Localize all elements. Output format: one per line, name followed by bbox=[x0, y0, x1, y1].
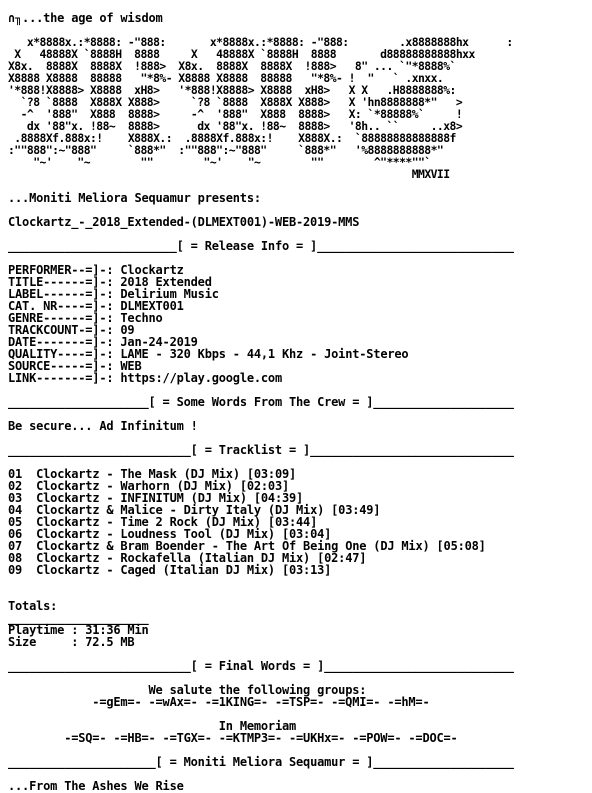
track-number: 08 bbox=[8, 551, 23, 565]
presents-line: ...Moniti Meliora Sequamur presents: bbox=[8, 191, 261, 205]
info-value: Clockartz bbox=[120, 263, 184, 277]
presents bbox=[8, 192, 514, 204]
info-value: 2018 Extended bbox=[120, 275, 212, 289]
footer-header: [ = Moniti Meliora Sequamur = ] bbox=[155, 755, 374, 769]
playtime-value: 31:36 Min bbox=[85, 623, 149, 637]
ascii-art-row: :""888":~"888" `888*" :""888":~"888" `888*" '%8888888888*" bbox=[8, 143, 444, 157]
release-info-header: [ = Release Info = ] bbox=[176, 239, 318, 253]
info-label: SOURCE-----=]-: bbox=[8, 359, 114, 373]
info-label: GENRE------=]-: bbox=[8, 311, 114, 325]
info-label: LABEL------=]-: bbox=[8, 287, 114, 301]
track-number: 07 bbox=[8, 539, 23, 553]
final-words-header: [ = Final Words = ] bbox=[190, 659, 325, 673]
info-value: DLMEXT001 bbox=[120, 299, 184, 313]
track-title: Clockartz & Bram Boender - The Art Of Being One (DJ Mix) [05:08] bbox=[36, 539, 486, 553]
art-date: MMXVII bbox=[411, 167, 450, 181]
track-title: Clockartz - Warhorn (DJ Mix) [02:03] bbox=[36, 479, 290, 493]
track-title: Clockartz - Caged (Italian DJ Mix) [03:13] bbox=[36, 563, 332, 577]
ascii-art-row: X 48888X `8888H 8888 X 48888X `8888H 8888 d88888888888hxx bbox=[8, 47, 475, 61]
crew-words-header: [ = Some Words From The Crew = ] bbox=[148, 395, 374, 409]
info-value: https://play.google.com bbox=[120, 371, 282, 385]
info-value: 09 bbox=[120, 323, 135, 337]
art-date-line bbox=[8, 168, 514, 180]
memoriam-groups: -=SQ=- -=HB=- -=TGX=- -=KTMP3=- -=UKHx=- -=POW=- -=DOC=- bbox=[64, 731, 458, 745]
ascii-art-row: -^ '888" X888 8888> -^ '888" X888 8888> X: `*88888%` ! bbox=[8, 107, 463, 121]
ascii-art-row: X8x. 8888X 8888X !888> X8x. 8888X 8888X !888> 8" ... `"*8888%` bbox=[8, 59, 456, 73]
blank-line bbox=[8, 588, 514, 600]
release-name: Clockartz_-_2018_Extended-(DLMEXT001)-WEB-2019-MMS bbox=[8, 215, 360, 229]
info-label: LINK-------=]-: bbox=[8, 371, 114, 385]
track-row bbox=[8, 564, 514, 576]
ascii-art-row: X8888 X8888 88888 "*8%- X8888 X8888 88888 "*8%- ! " ` .xnxx. bbox=[8, 71, 444, 85]
track-title: Clockartz - INFINITUM (DJ Mix) [04:39] bbox=[36, 491, 304, 505]
tracklist-header-line: __________________________[ = Tracklist = ]_____________________________ bbox=[8, 443, 514, 457]
playtime-label: Playtime : bbox=[8, 623, 79, 637]
info-value: LAME - 320 Kbps - 44,1 Khz - Joint-Stereo bbox=[120, 347, 409, 361]
release-name-line bbox=[8, 216, 514, 228]
salute-groups: -=gEm=- -=wAx=- -=1KING=- -=TSP=- -=QMI=- -=hM=- bbox=[92, 695, 430, 709]
totals-heading: Totals: bbox=[8, 599, 58, 613]
ascii-art-row: '*888!X8888> X8888 xH8> '*888!X8888> X8888 xH8> X X .H8888888%: bbox=[8, 83, 456, 97]
salute-heading: We salute the following groups: bbox=[148, 683, 367, 697]
crew-words-header-line: ____________________[ = Some Words From The Crew = ]____________________ bbox=[8, 395, 514, 409]
outro-line: ...From The Ashes We Rise bbox=[8, 779, 184, 793]
info-label: DATE-------=]-: bbox=[8, 335, 114, 349]
track-title: Clockartz - Time 2 Rock (DJ Mix) [03:44] bbox=[36, 515, 318, 529]
info-label: QUALITY----=]-: bbox=[8, 347, 114, 361]
ascii-art-row: x*8888x.:*8888: -"888: x*8888x.:*8888: -"888: .x8888888hx : bbox=[8, 35, 513, 49]
release-info-row bbox=[8, 372, 514, 384]
track-number: 05 bbox=[8, 515, 23, 529]
info-label: TRACKCOUNT-=]-: bbox=[8, 323, 114, 337]
track-number: 06 bbox=[8, 527, 23, 541]
size-label: Size : bbox=[8, 635, 79, 649]
info-label: CAT. NR----=]-: bbox=[8, 299, 114, 313]
track-title: Clockartz - Loudness Tool (DJ Mix) [03:04] bbox=[36, 527, 332, 541]
nfo-document bbox=[8, 12, 514, 792]
track-number: 09 bbox=[8, 563, 23, 577]
info-label: PERFORMER--=]-: bbox=[8, 263, 114, 277]
ascii-art-row: `?8 `8888 X888X X888> `?8 `8888 X888X X888> X 'hn8888888*" > bbox=[8, 95, 463, 109]
release-info-header-line: ________________________[ = Release Info = ]____________________________ bbox=[8, 239, 514, 253]
size-value: 72.5 MB bbox=[85, 635, 135, 649]
footer-header-line: _____________________[ = Moniti Meliora Sequamur = ]____________________ bbox=[8, 755, 514, 769]
ascii-art-row: dx '88"x. !88~ 8888> dx '88"x. !88~ 8888> '8h.. `` ..x8> bbox=[8, 119, 463, 133]
track-number: 03 bbox=[8, 491, 23, 505]
track-title: Clockartz - The Mask (DJ Mix) [03:09] bbox=[36, 467, 297, 481]
info-value: Techno bbox=[120, 311, 163, 325]
info-value: Delirium Music bbox=[120, 287, 219, 301]
track-number: 01 bbox=[8, 467, 23, 481]
blank-line bbox=[8, 576, 514, 588]
memoriam-heading: In Memoriam bbox=[218, 719, 297, 733]
totals-rule: ____________________ bbox=[8, 611, 149, 625]
crew-words-text: Be secure... Ad Infinitum ! bbox=[8, 419, 198, 433]
info-label: TITLE------=]-: bbox=[8, 275, 114, 289]
ascii-art-row: .8888Xf.888x:! X888X.: .8888Xf.888x:! X888X.: `88888888888888f bbox=[8, 131, 456, 145]
track-number: 04 bbox=[8, 503, 23, 517]
track-title: Clockartz - Rockafella (Italian DJ Mix) [02:47] bbox=[36, 551, 367, 565]
final-words-header-line: __________________________[ = Final Words = ]___________________________ bbox=[8, 659, 514, 673]
crew-words bbox=[8, 420, 514, 432]
info-value: Jan-24-2019 bbox=[120, 335, 198, 349]
outro bbox=[8, 780, 514, 792]
intro-line: ∩╖...the age of wisdom bbox=[8, 11, 163, 25]
size-row bbox=[8, 636, 514, 648]
track-title: Clockartz & Malice - Dirty Italy (DJ Mix) [03:49] bbox=[36, 503, 381, 517]
salute-groups-line bbox=[8, 696, 514, 708]
info-value: WEB bbox=[120, 359, 142, 373]
tracklist-header: [ = Tracklist = ] bbox=[190, 443, 311, 457]
track-number: 02 bbox=[8, 479, 23, 493]
ascii-art-row: "~' "~ "" "~' "~ "" ^"****""` bbox=[8, 155, 431, 169]
memoriam-groups-line bbox=[8, 732, 514, 744]
